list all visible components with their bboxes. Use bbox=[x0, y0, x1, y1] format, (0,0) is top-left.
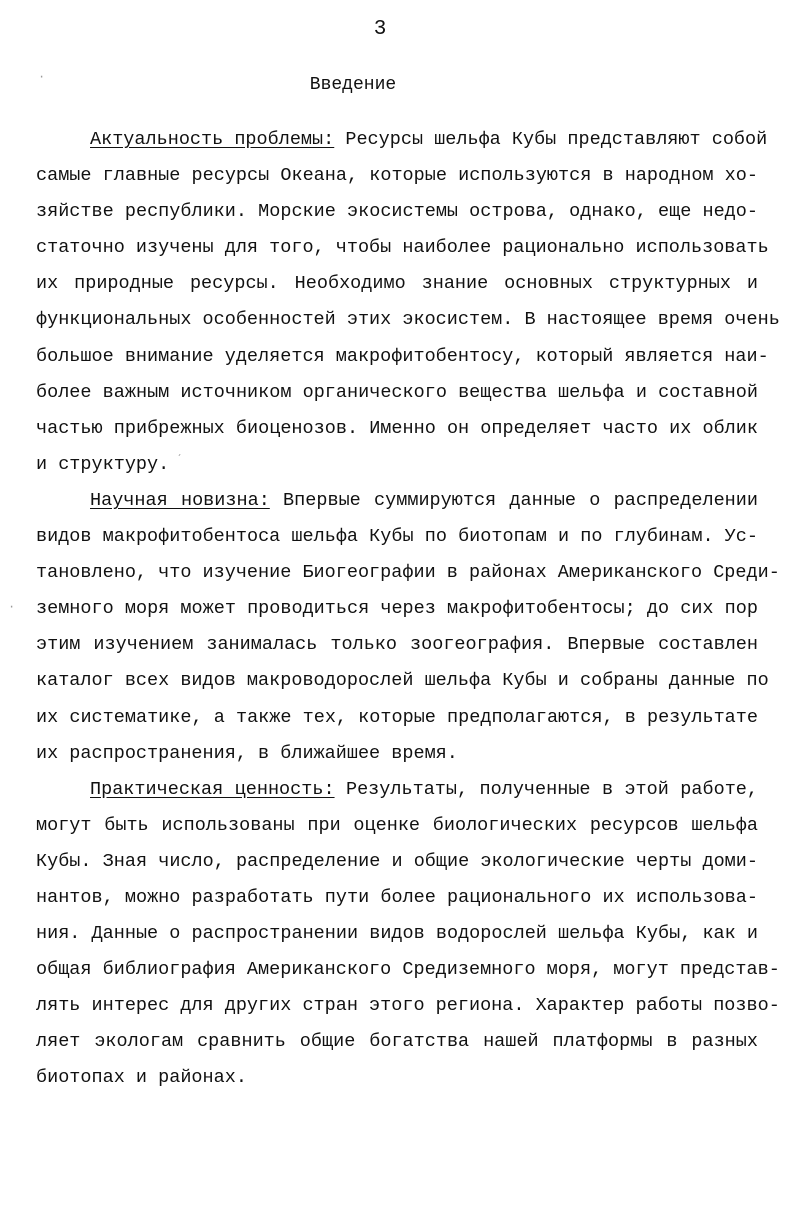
paragraph-novelty bbox=[36, 483, 780, 772]
scan-speck: · bbox=[8, 600, 16, 614]
text-line: их систематике, а также тех, которые предполагаются, в результате bbox=[36, 706, 758, 728]
text-line: земного моря может проводиться через макрофитобентосы; до сих пор bbox=[36, 598, 758, 620]
text-line: более важным источником органического вещества шельфа и составной bbox=[36, 381, 758, 403]
text-line: Кубы. Зная число, распределение и общие экологические черты доми- bbox=[36, 850, 758, 872]
text-line: самые главные ресурсы Океана, которые используются в народном хо- bbox=[36, 165, 758, 187]
text-line: биотопах и районах. bbox=[36, 1067, 247, 1089]
text-line: видов макрофитобентоса шельфа Кубы по биотопам и по глубинам. Ус- bbox=[36, 526, 758, 548]
section-heading-practical-value: Практическая ценность: bbox=[90, 778, 335, 800]
text-line bbox=[36, 122, 768, 158]
scan-speck: ˊ bbox=[176, 453, 184, 467]
text-line bbox=[36, 772, 758, 808]
text-line: лять интерес для других стран этого региона. Характер работы позво- bbox=[36, 995, 780, 1017]
text-line bbox=[36, 483, 758, 519]
document-body bbox=[36, 122, 780, 1097]
text-line: тановлено, что изучение Биогеографии в районах Американского Среди- bbox=[36, 562, 780, 584]
page-number: 3 bbox=[373, 18, 387, 41]
page-title: Введение bbox=[309, 75, 397, 95]
text-line: нантов, можно разработать пути более рационального их использова- bbox=[36, 886, 758, 908]
text-line: функциональных особенностей этих экосистем. В настоящее время очень bbox=[36, 309, 780, 331]
text-line-content: Результаты, полученные в этой работе, bbox=[334, 778, 758, 800]
text-line: общая библиография Американского Средиземного моря, могут представ- bbox=[36, 959, 780, 981]
text-line: их природные ресурсы. Необходимо знание основных структурных и bbox=[36, 273, 758, 295]
text-line: ляет экологам сравнить общие богатства нашей платформы в разных bbox=[36, 1031, 758, 1053]
text-line: и структуру. bbox=[36, 453, 170, 475]
text-line: каталог всех видов макроводорослей шельфа Кубы и собраны данные по bbox=[36, 670, 769, 692]
section-heading-relevance: Актуальность проблемы: bbox=[90, 129, 335, 150]
text-line: большое внимание уделяется макрофитобентосу, который является наи- bbox=[36, 345, 769, 367]
text-line-content: Впервые суммируются данные о распределении bbox=[269, 489, 758, 511]
paragraph-relevance bbox=[36, 122, 780, 483]
scan-speck: · bbox=[38, 70, 46, 84]
text-line: ния. Данные о распространении видов водорослей шельфа Кубы, как и bbox=[36, 923, 758, 945]
text-line: их распространения, в ближайшее время. bbox=[36, 742, 458, 764]
text-line: зяйстве республики. Морские экосистемы острова, однако, еще недо- bbox=[36, 201, 758, 223]
paragraph-practical-value bbox=[36, 772, 780, 1097]
text-line: этим изучением занималась только зоогеография. Впервые составлен bbox=[36, 634, 758, 656]
text-line: статочно изучены для того, чтобы наиболее рационально использовать bbox=[36, 237, 769, 259]
text-line: могут быть использованы при оценке биологических ресурсов шельфа bbox=[36, 814, 758, 836]
text-line-content: Ресурсы шельфа Кубы представляют собой bbox=[334, 129, 768, 150]
text-line: частью прибрежных биоценозов. Именно он определяет часто их облик bbox=[36, 417, 758, 439]
section-heading-novelty: Научная новизна: bbox=[90, 489, 270, 511]
